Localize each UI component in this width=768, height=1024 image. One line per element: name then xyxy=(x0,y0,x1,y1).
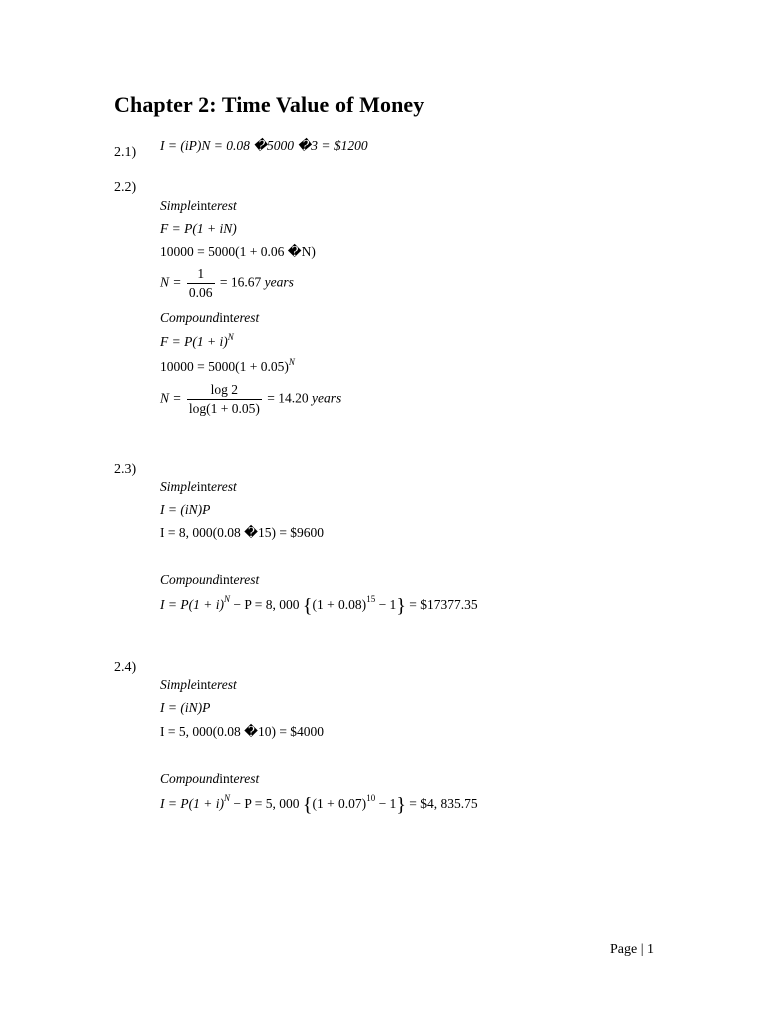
problem-number-2-3: 2.3) xyxy=(114,462,137,477)
compound-interest-label-2-3: Compoundinterest xyxy=(160,572,260,587)
compound-interest-label-2-2: Compoundinterest xyxy=(160,310,260,325)
simple-interest-label-2-2: Simpleinterest xyxy=(160,198,237,213)
problem-number-2-4: 2.4) xyxy=(114,660,137,675)
fraction-2-2-6: $\frac{\log 2}{\log(1 + 0.05)}$ xyxy=(188,382,260,416)
equation-2-4-1: I = (iN)P xyxy=(160,700,211,715)
equation-2-4-2: I = 5, 000(0.08 �10) = $4000 xyxy=(160,724,325,739)
equation-2-2-1: F = P(1 + iN) xyxy=(160,221,237,236)
problem-number-2-2: 2.2) xyxy=(114,180,137,195)
page-number-footer: Page | 1 xyxy=(610,942,655,957)
equation-2-2-6: N = $\frac{\log 2}{\log(1 + 0.05)}$ = 14.20 years xyxy=(160,382,342,416)
simple-interest-label-2-3: Simpleinterest xyxy=(160,479,237,494)
equation-2-4-3: $I = P(1 + i)^N - P = 5$, 000 $\{(1 + 0.07)^{10} - 1\}$ = $4, 835.75 xyxy=(160,793,478,816)
equation-2-3-1: I = (iN)P xyxy=(160,502,211,517)
chapter-title: Chapter 2: Time Value of Money xyxy=(114,92,425,117)
equation-2-2-5: $10000 = 5000(1 + 0.05)^N$ xyxy=(160,357,295,374)
equation-2-1: I = (iP)N = 0.08 �5000 �3 = $1200 xyxy=(160,138,368,153)
equation-2-2-2: 10000 = 5000(1 + 0.06 �N) xyxy=(160,244,316,259)
fraction-2-2-3: $\frac{1}{0.06}$ xyxy=(188,266,213,300)
simple-interest-label-2-4: Simpleinterest xyxy=(160,677,237,692)
problem-number-2-1: 2.1) xyxy=(114,145,137,160)
equation-2-2-3: N = $\frac{1}{0.06}$ = 16.67 years xyxy=(160,266,294,300)
equation-2-3-2: I = 8, 000(0.08 �15) = $9600 xyxy=(160,525,325,540)
equation-2-3-3: $I = P(1 + i)^N - P = 8$, 000 $\{(1 + 0.08)^{15} - 1\}$ = $17377.35 xyxy=(160,594,478,617)
compound-interest-label-2-4: Compoundinterest xyxy=(160,771,260,786)
equation-2-2-4: $F = P(1 + i)^N$ xyxy=(160,332,234,349)
